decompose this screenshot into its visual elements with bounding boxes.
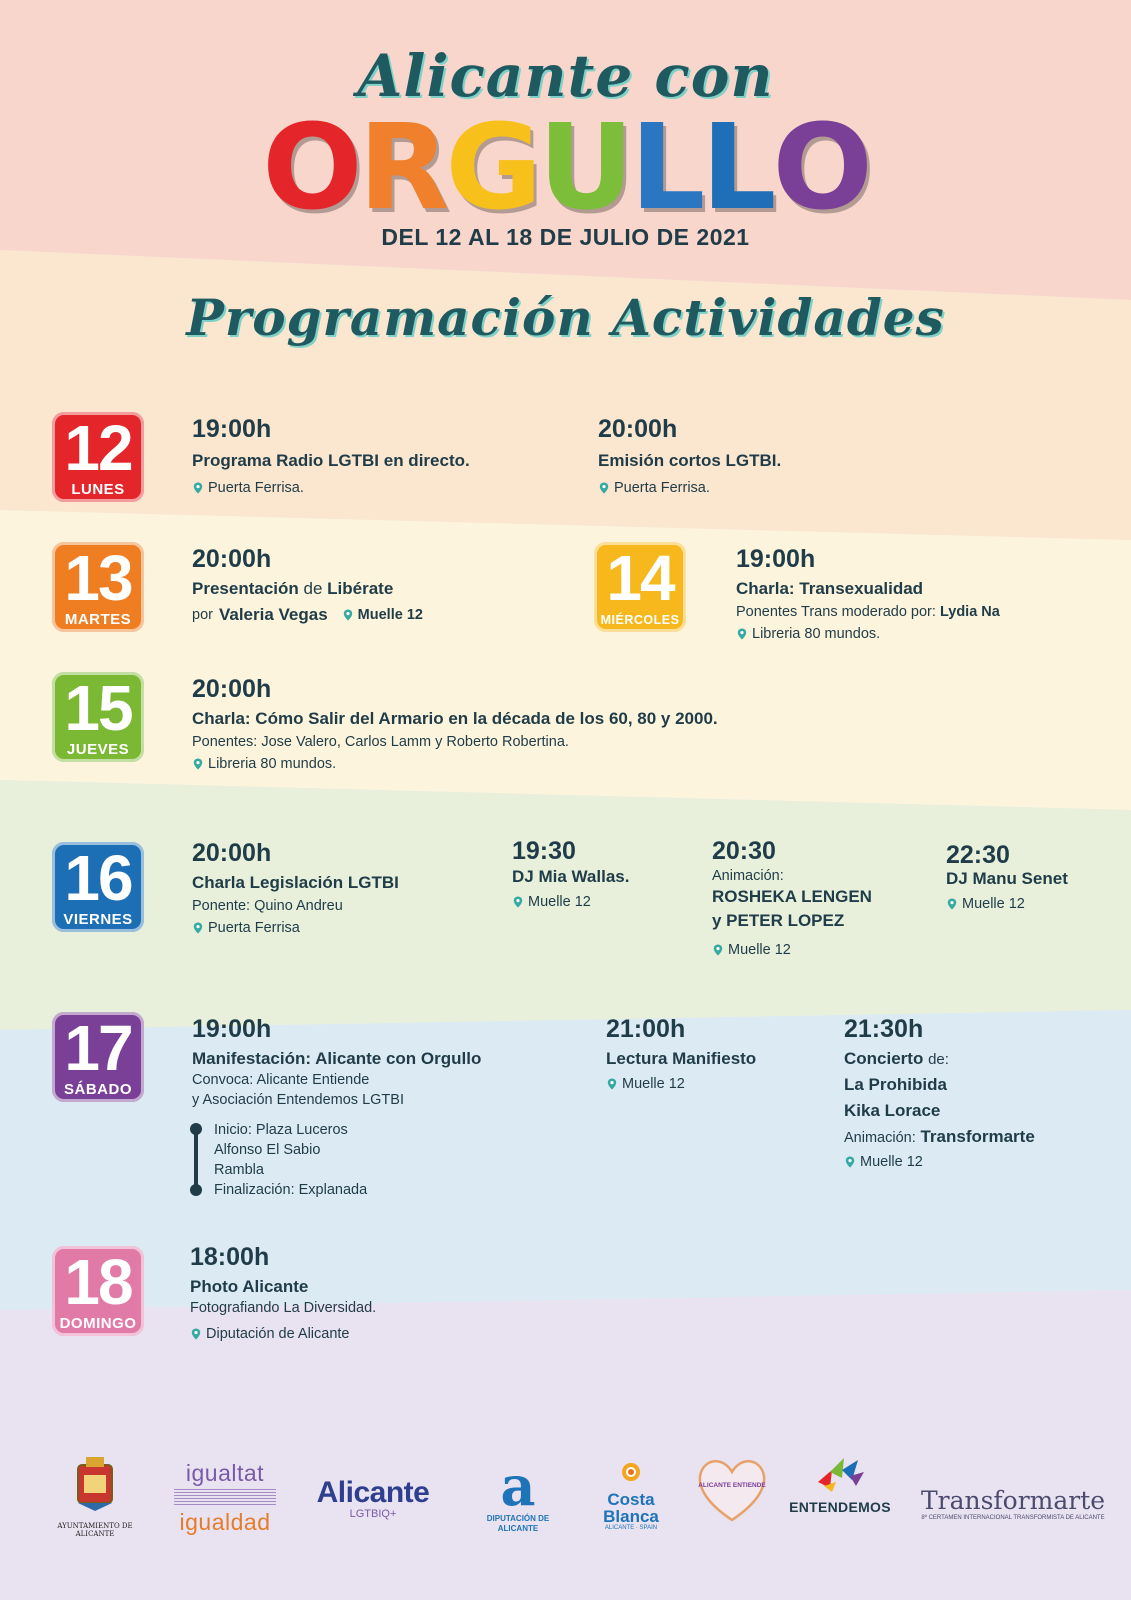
event-location [598, 478, 710, 498]
logo-diputacion [478, 1454, 558, 1534]
event-location [736, 624, 880, 644]
sun-icon [614, 1456, 648, 1486]
location-text: Muelle 12 [528, 894, 591, 910]
logo-text: ENTENDEMOS [789, 1499, 891, 1515]
section-subtitle: Programación Actividades [186, 288, 945, 347]
march-route [190, 1120, 430, 1204]
band-yellow [0, 510, 1131, 810]
event-time: 18:00h [190, 1243, 270, 1271]
event-location [844, 1152, 923, 1172]
event-animation [844, 1126, 1035, 1149]
title-connector: de: [928, 1051, 949, 1068]
event-title: DJ Mia Wallas. [512, 867, 630, 886]
route-end-dot [190, 1184, 202, 1196]
event-time: 20:00h [598, 415, 678, 443]
logo-alicante-entiende [690, 1448, 774, 1533]
route-stop: Inicio: Plaza Luceros [214, 1122, 348, 1138]
event-detail: Ponentes: Jose Valero, Carlos Lamm y Roberto Robertina. [192, 734, 569, 750]
location-pin-icon [192, 482, 204, 494]
presenter-name: Valeria Vegas [218, 605, 328, 624]
presenter-prefix: por [192, 607, 213, 623]
event-title: Charla: Cómo Salir del Armario en la década de los 60, 80 y 2000. [192, 709, 718, 728]
event-title [192, 578, 393, 600]
big-title-letter: L [701, 98, 773, 236]
logo-divider [174, 1489, 276, 1507]
logo-text-top: igualtat [185, 1460, 265, 1486]
animation-label: Animación: [844, 1130, 916, 1146]
band-purple [0, 1290, 1131, 1600]
event-title: Photo Alicante [190, 1277, 309, 1296]
event-detail: Convoca: Alicante Entiende [192, 1072, 370, 1088]
location-pin-icon [844, 1156, 856, 1168]
location-text: Muelle 12 [962, 896, 1025, 912]
big-title [0, 98, 1131, 236]
title-part: Presentación [192, 579, 299, 598]
logo-alicante-lgtbiq [298, 1476, 448, 1520]
event-location [712, 940, 791, 960]
location-pin-icon [946, 898, 958, 910]
event-time: 20:30 [712, 837, 776, 865]
logo-text-bottom: igualdad [179, 1509, 271, 1535]
performer-name: Kika Lorace [844, 1101, 941, 1120]
day-badge-13 [52, 542, 144, 632]
location-text: Libreria 80 mundos. [208, 756, 337, 772]
location-pin-icon [342, 609, 354, 621]
logo-subtext: LGTBIQ+ [349, 1508, 397, 1520]
location-text: Puerta Ferrisa. [614, 480, 710, 496]
location-text: Muelle 12 [860, 1154, 923, 1170]
performer-name: ROSHEKA LENGEN [712, 887, 872, 906]
event-time: 20:00h [192, 839, 272, 867]
event-title: Charla: Transexualidad [736, 579, 924, 598]
day-number: 14 [606, 542, 674, 614]
event-detail: Fotografiando La Diversidad. [190, 1300, 377, 1316]
event-location [192, 478, 304, 498]
big-title-letter: U [538, 98, 631, 236]
date-range: DEL 12 AL 18 DE JULIO DE 2021 [381, 224, 750, 250]
big-title-letter: G [445, 98, 539, 236]
event-location [512, 892, 591, 912]
logo-igualtat [170, 1460, 280, 1536]
day-number: 17 [64, 1012, 132, 1084]
location-pin-icon [512, 896, 524, 908]
diputacion-mark-icon: a [500, 1454, 536, 1518]
day-number: 13 [64, 542, 132, 614]
detail-text: Ponentes Trans moderado por: [736, 604, 936, 620]
logo-caption: 8º CERTAMEN INTERNACIONAL TRANSFORMISTA DE ALICANTE [921, 1515, 1105, 1521]
location-text: Muelle 12 [622, 1076, 685, 1092]
location-text: Diputación de Alicante [206, 1326, 350, 1342]
route-stop: Rambla [214, 1162, 264, 1178]
logo-text: Alicante [316, 1476, 430, 1509]
event-title: DJ Manu Senet [946, 869, 1068, 888]
day-name: MIÉRCOLES [600, 613, 680, 627]
logo-entendemos [788, 1452, 892, 1515]
day-name: DOMINGO [59, 1315, 137, 1332]
day-badge-17 [52, 1012, 144, 1102]
day-name: VIERNES [63, 911, 133, 928]
performer-name: Transformarte [920, 1127, 1035, 1146]
logo-caption: DIPUTACIÓN DE ALICANTE [486, 1514, 550, 1533]
location-pin-icon [712, 944, 724, 956]
event-title: Manifestación: Alicante con Orgullo [192, 1049, 482, 1068]
event-location [342, 605, 423, 625]
logo-text: Blanca [603, 1507, 659, 1526]
event-location [190, 1324, 350, 1344]
book-title: Libérate [327, 579, 394, 598]
location-pin-icon [192, 758, 204, 770]
event-title: Lectura Manifiesto [606, 1049, 757, 1068]
location-text: Puerta Ferrisa. [208, 480, 304, 496]
day-badge-12 [52, 412, 144, 502]
event-detail: y Asociación Entendemos LGTBI [192, 1092, 404, 1108]
big-title-letter: R [358, 98, 446, 236]
event-location [946, 894, 1025, 914]
day-name: LUNES [71, 481, 125, 498]
location-pin-icon [736, 628, 748, 640]
location-text: Muelle 12 [357, 607, 423, 623]
event-time: 19:00h [192, 1015, 272, 1043]
event-time: 22:30 [946, 841, 1010, 869]
logo-text: Transformarte [920, 1486, 1106, 1515]
event-detail [736, 602, 1000, 622]
title-connector: de [303, 579, 323, 598]
day-name: JUEVES [66, 741, 130, 758]
event-title: Charla Legislación LGTBI [192, 873, 399, 892]
day-number: 18 [64, 1246, 132, 1318]
event-time: 20:00h [192, 545, 272, 573]
event-time: 19:00h [736, 545, 816, 573]
crest-icon [72, 1455, 118, 1513]
location-pin-icon [606, 1078, 618, 1090]
day-name: SÁBADO [63, 1081, 132, 1098]
logo-caption: ALICANTE ENTIENDE [698, 1482, 766, 1489]
event-title: Emisión cortos LGTBI. [598, 451, 782, 470]
performer-name: y PETER LOPEZ [712, 911, 845, 930]
logo-caption: ALICANTE · SPAIN [604, 1525, 658, 1531]
logo-caption: AYUNTAMIENTO DE ALICANTE [57, 1522, 133, 1538]
route-stop: Alfonso El Sabio [214, 1142, 321, 1158]
logo-text: Costa [607, 1490, 655, 1509]
day-name: MARTES [64, 611, 132, 628]
event-time: 21:30h [844, 1015, 924, 1043]
day-number: 16 [64, 842, 132, 914]
logo-transformarte [918, 1486, 1108, 1521]
logo-costa-blanca [586, 1456, 676, 1531]
event-time: 19:00h [192, 415, 272, 443]
logo-ayuntamiento [40, 1455, 150, 1538]
event-presenter [192, 604, 423, 626]
title-part: Concierto [844, 1049, 924, 1068]
location-pin-icon [190, 1328, 202, 1340]
event-location [606, 1074, 685, 1094]
big-title-letter: O [262, 98, 359, 236]
day-number: 12 [64, 412, 132, 484]
day-number: 15 [64, 672, 132, 744]
route-start-dot [190, 1123, 202, 1135]
day-badge-16 [52, 842, 144, 932]
event-time: 20:00h [192, 675, 272, 703]
event-title [844, 1048, 949, 1071]
location-pin-icon [192, 922, 204, 934]
event-detail: Ponente: Quino Andreu [192, 898, 343, 914]
event-time: 19:30 [512, 837, 576, 865]
big-title-letter: L [630, 98, 702, 236]
location-text: Puerta Ferrisa [208, 920, 300, 936]
event-label: Animación: [712, 868, 784, 884]
event-time: 21:00h [606, 1015, 686, 1043]
location-text: Libreria 80 mundos. [752, 626, 881, 642]
day-badge-14 [594, 542, 686, 632]
location-pin-icon [598, 482, 610, 494]
route-line [194, 1126, 198, 1188]
event-location [192, 754, 336, 774]
band-blue [0, 1010, 1131, 1310]
event-title: Programa Radio LGTBI en directo. [192, 451, 470, 470]
performer-name: La Prohibida [844, 1075, 947, 1094]
script-title: Alicante con [357, 42, 774, 110]
day-badge-18 [52, 1246, 144, 1336]
location-text: Muelle 12 [728, 942, 791, 958]
day-badge-15 [52, 672, 144, 762]
route-stop: Finalización: Explanada [214, 1182, 368, 1198]
event-location [192, 918, 300, 938]
moderator-name: Lydia Na [939, 604, 1000, 620]
birds-icon [810, 1452, 870, 1494]
big-title-letter: O [772, 98, 869, 236]
